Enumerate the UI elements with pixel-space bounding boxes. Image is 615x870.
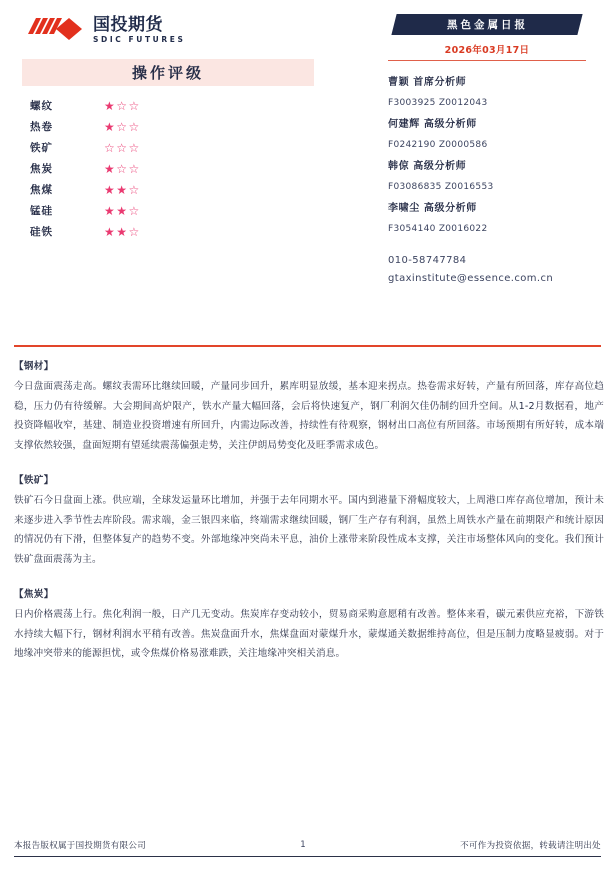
section-paragraph: 日内价格震荡上行。焦化利润一般，日产几无变动。焦炭库存变动较小，贸易商采购意愿稍有改善。整体来看，碳元素供应充裕，下游铁水持续大幅下行，钢材利润水平稍有改善。焦炭盘面升水，焦煤盘面对蒙煤升水，蒙煤通关数据维持高位，但是压制力度略显疲弱。对于地缘冲突带来的能源担忧，或令焦煤价格易涨难跌，关注地缘冲突相关消息。 [14,609,604,659]
analyst-license-codes: F03086835 Z0016553 [388,182,494,192]
rating-panel-title: 操作评级 [131,64,204,82]
star-filled-icon: ★ [116,182,129,197]
logo-wordmark [93,17,185,45]
star-empty-icon: ☆ [116,98,129,113]
report-header [0,0,615,345]
page-number: 1 [300,840,306,850]
header-body-divider [14,345,601,347]
rating-row-stars [104,200,141,221]
section-heading: 【铁矿】 [14,475,54,486]
star-filled-icon: ★ [104,98,117,113]
star-empty-icon: ☆ [128,140,141,155]
star-empty-icon: ☆ [128,119,141,134]
star-filled-icon: ★ [116,203,129,218]
list-item [388,198,606,239]
company-logo [26,14,352,48]
rating-row-stars [104,179,141,200]
contact-phone: 010-58747784 [388,255,467,266]
date-divider [388,60,586,61]
report-date: 2026年03月17日 [444,45,530,56]
rating-row-name: 硅铁 [30,226,53,238]
section-iron-ore [14,472,604,569]
logo-text-cn: 国投期货 [93,15,163,36]
table-row [30,158,141,179]
section-coke [14,586,604,664]
table-row [30,116,141,137]
section-steel [14,358,604,455]
list-item [388,156,606,197]
rating-table-body [30,95,141,242]
star-empty-icon: ☆ [116,161,129,176]
analyst-name-title: 李啸尘 高级分析师 [388,203,477,214]
table-row [30,137,141,158]
star-filled-icon: ★ [104,119,117,134]
contact-email[interactable]: gtaxinstitute@essence.com.cn [388,273,554,284]
star-empty-icon: ☆ [116,140,129,155]
report-body [14,358,604,681]
star-filled-icon: ★ [104,224,117,239]
star-empty-icon: ☆ [128,98,141,113]
rating-table [30,95,141,242]
star-empty-icon: ☆ [104,140,117,155]
section-heading: 【钢材】 [14,361,54,372]
section-paragraph: 今日盘面震荡走高。螺纹表需环比继续回暖，产量同步回升，累库明显放缓，基本迎来拐点。热卷需求好转，产量有所回落，库存高位趋稳，压力仍有待缓解。大会期间高炉限产，铁水产量大幅回落，会后将快速复产，钢厂利润欠佳仍制约回升空间。从1-2月数据看，地产投资降幅收窄，基建、制造业投资增速有所回升，内需边际改善，持续性有待观察，钢材出口高位有所回落。市场预期有所好转，成本端支撑依然较强，盘面短期有望延续震荡偏强走势，关注伊朗局势变化及旺季需求成色。 [14,381,604,451]
report-title: 黑色金属日报 [446,19,528,31]
analyst-list [388,72,606,239]
rating-row-stars [104,95,141,116]
rating-row-name: 螺纹 [30,100,53,112]
footer-copyright: 本报告版权属于国投期货有限公司 [14,841,147,851]
section-heading: 【焦炭】 [14,589,54,600]
footer-divider [14,856,601,857]
page-footer [14,839,601,851]
section-paragraph: 铁矿石今日盘面上涨。供应端，全球发运量环比增加，并强于去年同期水平。国内到港量下滑幅度较大，上周港口库存高位增加，预计未来逐步进入季节性去库阶段。需求端，金三银四来临，终端需求继续回暖，钢厂生产存有利润，虽然上周铁水产量在前期限产和统计原因的情况仍有下滑，但整体复产的趋势不变。外部地缘冲突尚未平息，油价上涨带来阶段性成本支撑，关注市场整体风向的变化。我们预计铁矿盘面震荡为主。 [14,495,604,565]
analyst-license-codes: F3054140 Z0016022 [388,224,488,234]
footer-disclaimer: 不可作为投资依据，转载请注明出处 [460,841,601,851]
analyst-name-title: 曹颖 首席分析师 [388,77,467,88]
star-filled-icon: ★ [104,203,117,218]
header-right-column [388,14,606,288]
star-empty-icon: ☆ [116,119,129,134]
star-filled-icon: ★ [104,182,117,197]
star-empty-icon: ☆ [128,203,141,218]
rating-row-name: 热卷 [30,121,53,133]
rating-row-name: 铁矿 [30,142,53,154]
rating-row-stars [104,137,141,158]
list-item [388,72,606,113]
analyst-name-title: 何建辉 高级分析师 [388,119,477,130]
star-empty-icon: ☆ [128,182,141,197]
table-row [30,221,141,242]
contact-block [388,252,606,288]
rating-panel-title-bar [22,59,314,86]
star-filled-icon: ★ [116,224,129,239]
report-title-banner [391,14,582,35]
rating-row-stars [104,221,141,242]
table-row [30,200,141,221]
analyst-name-title: 韩倞 高级分析师 [388,161,467,172]
rating-row-stars [104,116,141,137]
rating-row-name: 焦炭 [30,163,53,175]
header-left-column [22,14,352,242]
sdic-diamond-logo-icon [26,16,88,46]
rating-row-stars [104,158,141,179]
list-item [388,114,606,155]
rating-row-name: 锰硅 [30,205,53,217]
table-row [30,95,141,116]
star-empty-icon: ☆ [128,224,141,239]
star-empty-icon: ☆ [128,161,141,176]
star-filled-icon: ★ [104,161,117,176]
rating-row-name: 焦煤 [30,184,53,196]
analyst-license-codes: F0242190 Z0000586 [388,140,488,150]
analyst-license-codes: F3003925 Z0012043 [388,98,488,108]
logo-text-en: SDIC FUTURES [93,35,186,45]
table-row [30,179,141,200]
